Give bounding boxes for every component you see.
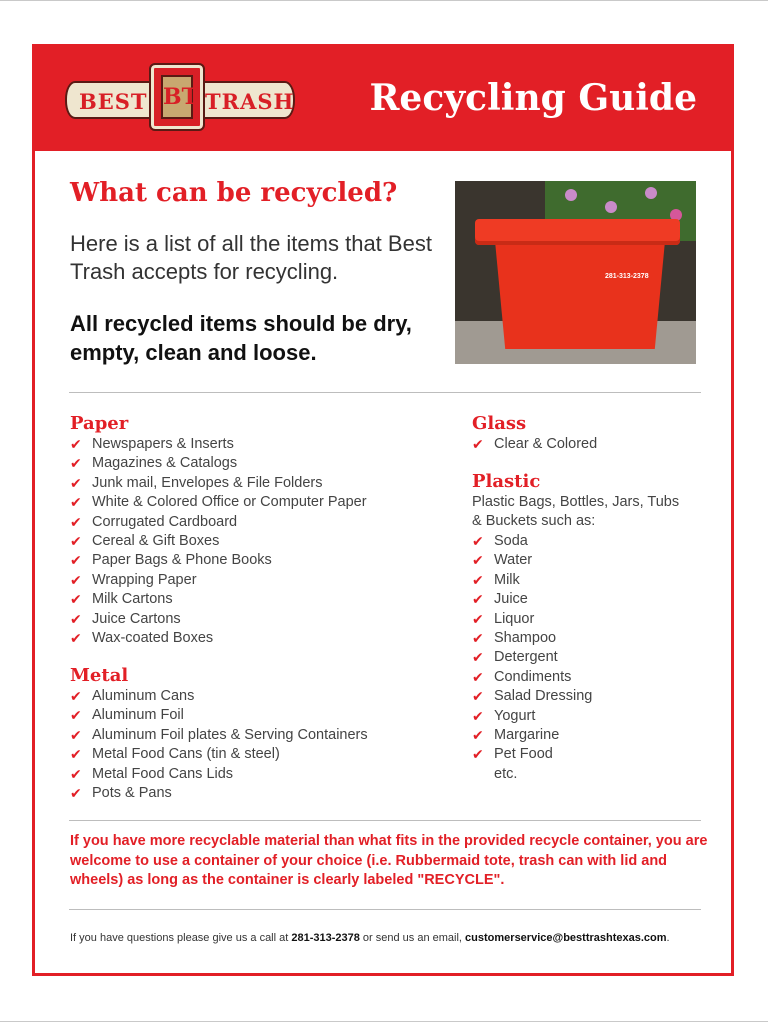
check-icon: ✔ — [472, 688, 484, 705]
list-item — [70, 706, 368, 725]
list-item-label: Condiments — [494, 668, 572, 685]
list-item-label: Shampoo — [494, 629, 557, 646]
check-icon: ✔ — [70, 494, 82, 511]
list-item-label: Aluminum Foil plates & Serving Containers — [92, 726, 368, 743]
list-item-label: Pet Food — [494, 746, 553, 763]
contact-email[interactable]: customerservice@besttrashtexas.com — [465, 932, 667, 944]
list-item-label: Clear & Colored — [494, 436, 598, 452]
list-item — [70, 590, 367, 609]
check-icon: ✔ — [70, 688, 82, 704]
contact-prefix: If you have questions please give us a call at — [70, 932, 292, 944]
list-item — [472, 435, 597, 454]
plastic-list — [472, 532, 592, 765]
check-icon: ✔ — [70, 571, 82, 588]
list-item-label: Paper Bags & Phone Books — [92, 552, 272, 569]
page-title: Recycling Guide — [369, 77, 697, 119]
check-icon: ✔ — [70, 591, 82, 608]
list-item-label: Metal Food Cans Lids — [92, 765, 234, 782]
check-icon: ✔ — [70, 436, 82, 452]
list-item — [70, 629, 367, 648]
list-item — [472, 551, 592, 570]
list-item — [472, 745, 592, 764]
list-item — [70, 726, 368, 745]
contact-middle: or send us an email, — [359, 932, 466, 944]
list-item — [70, 493, 367, 512]
header-banner — [35, 47, 731, 151]
check-icon: ✔ — [472, 629, 484, 646]
check-icon: ✔ — [472, 746, 484, 763]
photo-flower — [645, 187, 657, 199]
check-icon: ✔ — [70, 746, 82, 763]
list-item-label: Cereal & Gift Boxes — [92, 532, 220, 549]
section-title-metal: Metal — [70, 665, 129, 686]
check-icon: ✔ — [472, 591, 484, 608]
check-icon: ✔ — [472, 571, 484, 588]
check-icon: ✔ — [472, 436, 484, 452]
check-icon: ✔ — [70, 455, 82, 472]
check-icon: ✔ — [472, 649, 484, 666]
list-item-label: Metal Food Cans (tin & steel) — [92, 746, 280, 763]
list-item — [472, 687, 592, 706]
list-item-label: Water — [494, 552, 533, 569]
list-item — [472, 726, 592, 745]
logo-emblem — [151, 65, 203, 129]
list-item-label: Milk — [494, 571, 520, 588]
section-title-paper: Paper — [70, 413, 129, 434]
bottom-rule — [0, 1021, 768, 1022]
list-item — [472, 532, 592, 551]
recycling-guide-card — [32, 44, 734, 976]
list-item-label: Magazines & Catalogs — [92, 455, 238, 472]
check-icon: ✔ — [70, 765, 82, 782]
list-item — [70, 745, 368, 764]
list-item-label: Margarine — [494, 726, 560, 743]
list-item-label: Soda — [494, 533, 528, 549]
divider-middle — [69, 820, 701, 821]
list-item — [70, 454, 367, 473]
list-item — [70, 687, 368, 706]
contact-line — [70, 932, 670, 944]
list-item-label: Juice — [494, 591, 528, 608]
section-title-glass: Glass — [472, 413, 527, 434]
glass-list — [472, 435, 597, 454]
list-item — [70, 474, 367, 493]
list-item-label: Wax-coated Boxes — [92, 629, 214, 646]
contact-suffix: . — [666, 932, 670, 944]
logo-word-best: BEST — [79, 89, 148, 114]
check-icon: ✔ — [472, 552, 484, 569]
check-icon: ✔ — [472, 610, 484, 627]
check-icon: ✔ — [472, 668, 484, 685]
list-item — [70, 610, 367, 629]
list-item-label: Aluminum Foil — [92, 707, 184, 724]
metal-list — [70, 687, 368, 803]
list-item-label: Junk mail, Envelopes & File Folders — [92, 474, 323, 491]
check-icon: ✔ — [70, 552, 82, 569]
check-icon: ✔ — [70, 610, 82, 627]
list-item — [70, 532, 367, 551]
list-item-label: Aluminum Cans — [92, 688, 195, 704]
bin-body — [495, 241, 665, 349]
list-item-label: Wrapping Paper — [92, 571, 197, 588]
best-trash-logo — [65, 63, 295, 133]
list-item — [70, 784, 368, 803]
list-item — [472, 590, 592, 609]
top-rule — [0, 0, 768, 1]
bin-label: 281-313-2378 — [605, 273, 649, 280]
logo-word-trash: TRASH — [205, 89, 295, 114]
logo-monogram: BT — [161, 75, 193, 119]
list-item — [472, 629, 592, 648]
list-item-label: Pots & Pans — [92, 784, 172, 801]
intro-text: Here is a list of all the items that Best Trash accepts for recycling. — [70, 231, 432, 284]
intro-heading: What can be recycled? — [70, 178, 398, 208]
divider-top — [69, 392, 701, 393]
check-icon: ✔ — [70, 474, 82, 491]
list-item-label: Newspapers & Inserts — [92, 436, 234, 452]
check-icon: ✔ — [472, 707, 484, 724]
section-title-plastic: Plastic — [472, 471, 541, 492]
list-item — [70, 551, 367, 570]
list-item — [70, 571, 367, 590]
list-item-label: Liquor — [494, 610, 535, 627]
list-item — [472, 707, 592, 726]
list-item — [472, 668, 592, 687]
photo-flower — [605, 201, 617, 213]
recycling-rule: All recycled items should be dry, empty, clean and loose. — [70, 311, 412, 365]
contact-phone[interactable]: 281-313-2378 — [291, 932, 360, 944]
check-icon: ✔ — [472, 726, 484, 743]
check-icon: ✔ — [70, 629, 82, 646]
paper-list — [70, 435, 367, 648]
list-item — [472, 571, 592, 590]
list-item — [70, 513, 367, 532]
plastic-description-line1: Plastic Bags, Bottles, Jars, Tubs — [472, 494, 680, 510]
list-item — [472, 610, 592, 629]
recycle-bin-photo — [455, 181, 696, 364]
list-item-label: Detergent — [494, 649, 558, 666]
check-icon: ✔ — [70, 707, 82, 724]
divider-bottom — [69, 909, 701, 910]
check-icon: ✔ — [472, 533, 484, 549]
list-item-label: Yogurt — [494, 707, 536, 724]
check-icon: ✔ — [70, 532, 82, 549]
list-item — [70, 765, 368, 784]
photo-flower — [565, 189, 577, 201]
list-item — [70, 435, 367, 454]
bin-lid-rim — [475, 219, 680, 245]
check-icon: ✔ — [70, 784, 82, 801]
list-item-label: Milk Cartons — [92, 591, 173, 608]
container-notice: If you have more recyclable material than what fits in the provided recycle container, you are welcome to use a container of your choice (i.e. Rubbermaid tote, trash can with lid and wheels) as long as the container is clearly labeled "RECYCLE". — [70, 833, 708, 888]
plastic-etc: etc. — [494, 766, 518, 782]
check-icon: ✔ — [70, 513, 82, 530]
list-item-label: Salad Dressing — [494, 688, 593, 705]
list-item — [472, 648, 592, 667]
check-icon: ✔ — [70, 726, 82, 743]
plastic-description-line2: & Buckets such as: — [472, 513, 596, 530]
list-item-label: Juice Cartons — [92, 610, 181, 627]
list-item-label: White & Colored Office or Computer Paper — [92, 494, 367, 511]
list-item-label: Corrugated Cardboard — [92, 513, 238, 530]
